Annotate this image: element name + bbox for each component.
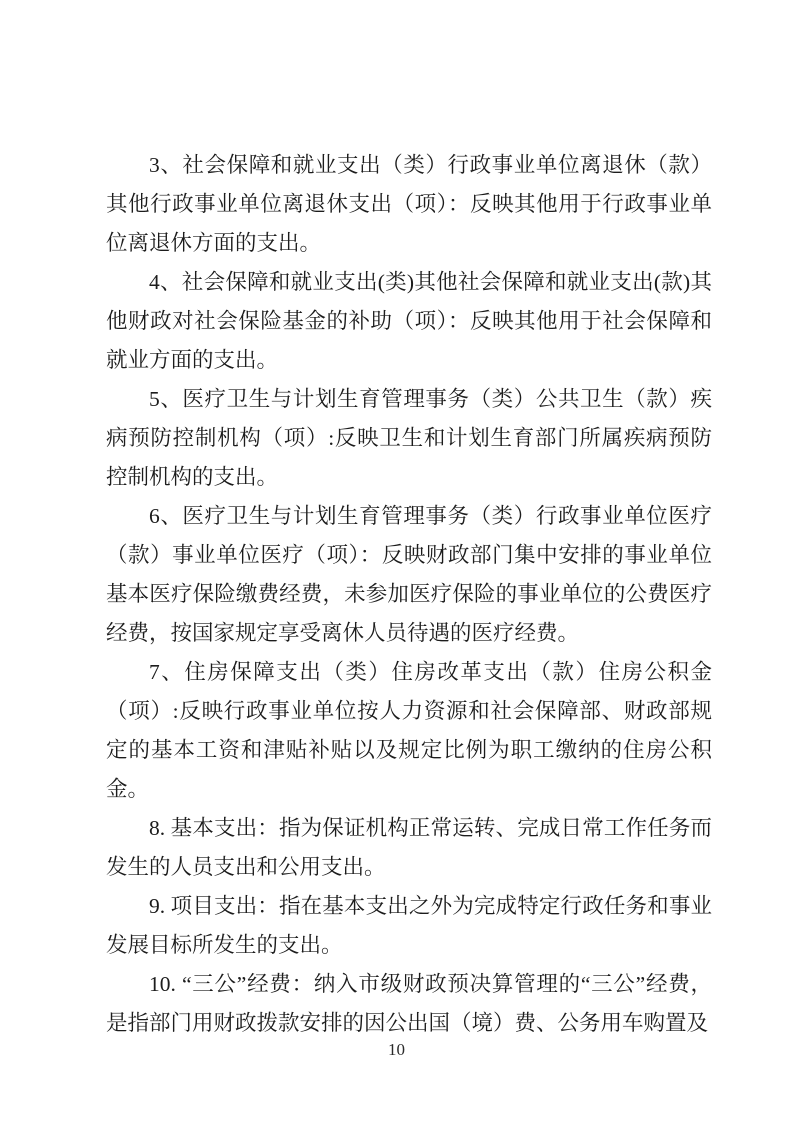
- page-number: 10: [388, 1040, 405, 1059]
- paragraph-item-4: 4、社会保障和就业支出(类)其他社会保障和就业支出(款)其他财政对社会保险基金的补助（项）：反映其他用于社会保障和就业方面的支出。: [106, 270, 712, 372]
- paragraph-item-7: 7、住房保障支出（类）住房改革支出（款）住房公积金（项）:反映行政事业单位按人力资源和社会保障部、财政部规定的基本工资和津贴补贴以及规定比例为职工缴纳的住房公积金。: [106, 660, 712, 801]
- paragraph-item-5: 5、医疗卫生与计划生育管理事务（类）公共卫生（款）疾病预防控制机构（项）:反映卫生和计划生育部门所属疾病预防控制机构的支出。: [106, 387, 712, 489]
- paragraph-item-9: 9. 项目支出：指在基本支出之外为完成特定行政任务和事业发展目标所发生的支出。: [106, 894, 712, 957]
- text-body: [106, 146, 712, 1043]
- paragraph-item-6: 6、医疗卫生与计划生育管理事务（类）行政事业单位医疗（款）事业单位医疗（项）：反映财政部门集中安排的事业单位基本医疗保险缴费经费，未参加医疗保险的事业单位的公费医疗经费，按国家规定享受离休人员待遇的医疗经费。: [106, 504, 712, 645]
- paragraph-item-10: 10. “三公”经费：纳入市级财政预决算管理的“三公”经费，是指部门用财政拨款安排的因公出国（境）费、公务用车购置及: [106, 972, 712, 1035]
- paragraph-item-3: 3、社会保障和就业支出（类）行政事业单位离退休（款）其他行政事业单位离退休支出（项）：反映其他用于行政事业单位离退休方面的支出。: [106, 153, 712, 255]
- paragraph-item-8: 8. 基本支出：指为保证机构正常运转、完成日常工作任务而发生的人员支出和公用支出。: [106, 816, 712, 879]
